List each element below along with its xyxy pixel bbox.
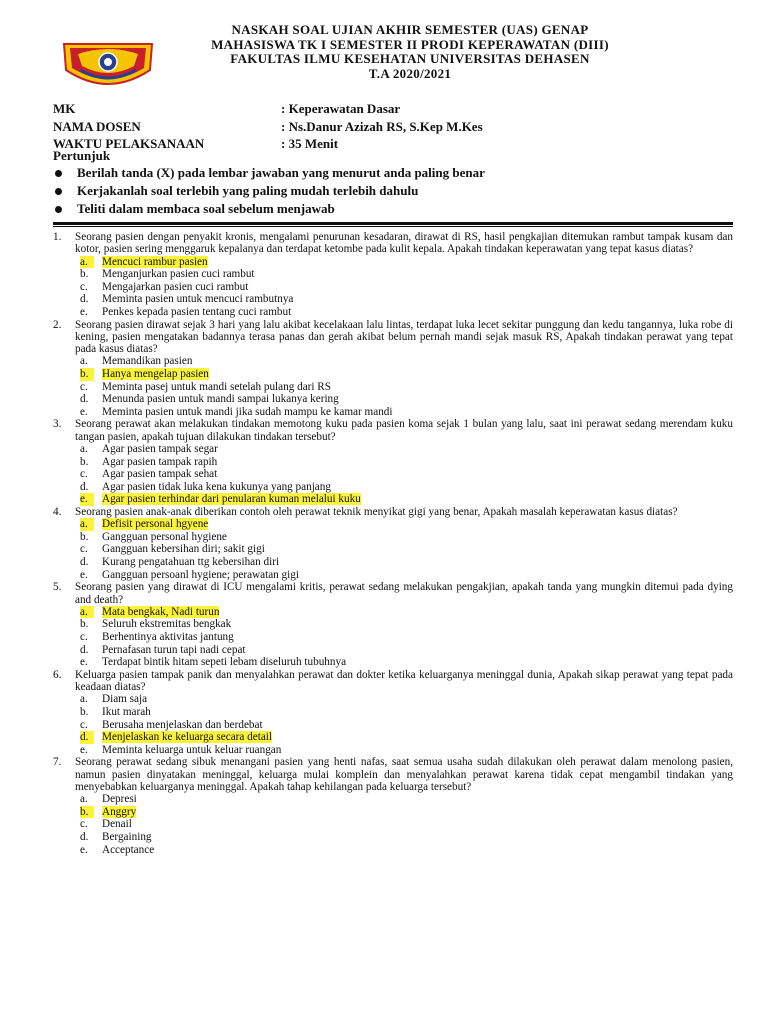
question-item xyxy=(53,669,733,757)
bullet-icon xyxy=(55,206,62,213)
option-letter: d. xyxy=(80,556,89,569)
answer-option xyxy=(53,844,733,857)
answer-option xyxy=(53,256,733,269)
question-number: 1. xyxy=(53,231,62,243)
question-item xyxy=(53,581,733,669)
meta-value: : Keperawatan Dasar xyxy=(281,101,401,116)
option-letter: d. xyxy=(80,293,89,306)
answer-option xyxy=(53,606,733,619)
option-letter: a. xyxy=(80,443,88,456)
option-text: Mata bengkak, Nadi turun xyxy=(102,605,220,618)
answer-option xyxy=(53,355,733,368)
question-text: Seorang pasien dirawat sejak 3 hari yang lalu akibat kecelakaan lalu lintas, terdapat luka lecet sekitar punggung dan kedu tangannya, luka robe di kening, pasien mengatakan badannya terasa panas dan gerah akibat belum pernah mandi sejak masuk RS, Apakah tindakan perawat yang tepat pada kasus diatas? xyxy=(75,318,733,356)
option-text: Berusaha menjelaskan dan berdebat xyxy=(102,718,263,731)
meta-value: : 35 Menit xyxy=(281,136,339,151)
question-number: 2. xyxy=(53,318,62,331)
option-letter: c. xyxy=(80,543,88,556)
answer-option xyxy=(53,381,733,394)
option-letter: e. xyxy=(80,405,88,418)
question-stem xyxy=(53,756,733,793)
answer-option xyxy=(53,793,733,806)
meta-key: NAMA DOSEN xyxy=(53,118,141,134)
option-letter: a. xyxy=(80,793,88,806)
option-text: Defisit personal hgyene xyxy=(102,518,209,531)
instruction-text: Kerjakanlah soal terlebih yang paling mudah terlebih dahulu xyxy=(77,183,419,198)
option-text: Gangguan kebersihan diri; sakit gigi xyxy=(102,543,265,556)
answer-option xyxy=(53,443,733,456)
answer-option xyxy=(53,368,733,381)
instruction-item xyxy=(53,164,733,182)
option-letter: b. xyxy=(80,268,89,281)
option-letter: e. xyxy=(80,743,88,756)
option-letter: b. xyxy=(80,455,89,468)
option-letter: c. xyxy=(80,380,88,393)
question-stem xyxy=(53,581,733,606)
option-letter: c. xyxy=(80,631,88,644)
answer-option xyxy=(53,644,733,657)
answer-option xyxy=(53,393,733,406)
question-text: Seorang pasien yang dirawat di ICU mengalami kritis, perawat sedang melakukan pengakjian, apakah tanda yang mungkin ditemui pada dying and death? xyxy=(75,581,733,606)
meta-value: : Ns.Danur Azizah RS, S.Kep M.Kes xyxy=(281,118,483,134)
option-letter: e. xyxy=(80,305,88,318)
option-text: Meminta pasej untuk mandi setelah pulang dari RS xyxy=(102,380,331,393)
option-text: Ikut marah xyxy=(102,706,151,718)
question-text: Seorang pasien dengan penyakit kronis, mengalami penurunan kesadaran, dirawat di RS, hasil pengkajian ditemukan rambut tampak kusam dan kotor, pasien sering menggaruk kepalanya dan terdapat ketombe pada kulit kepala. Apakah tindakan keperawatan yang tepat kasus diatas? xyxy=(75,231,733,256)
answer-option xyxy=(53,543,733,556)
option-letter: d. xyxy=(80,393,89,406)
option-letter: d. xyxy=(80,480,89,493)
answer-option xyxy=(53,268,733,281)
question-text: Seorang perawat sedang sibuk menangani pasien yang henti nafas, saat semua usaha sudah dilakukan oleh perawat dalam menolong pasien, namun pasien dinyatakan meninggal, keluarga mulai komplein dan menyalahkan perawat karena tidak cepat mengambil tindakan yang menyebabkan keluarganya meninggal. Apakah tahap kehilangan pada keluarga tersebut? xyxy=(75,756,733,793)
instruction-item xyxy=(53,182,733,200)
option-text: Depresi xyxy=(102,793,137,806)
option-text: Meminta keluarga untuk keluar ruangan xyxy=(102,743,282,756)
header-line: FAKULTAS ILMU KESEHATAN UNIVERSITAS DEHASEN xyxy=(230,51,590,67)
option-text: Mengajarkan pasien cuci rambut xyxy=(102,280,249,293)
option-letter: e. xyxy=(80,656,88,669)
answer-option xyxy=(53,693,733,706)
header-line: MAHASISWA TK I SEMESTER II PRODI KEPERAWATAN (DIII) xyxy=(211,36,609,52)
option-letter: a. xyxy=(80,355,88,368)
option-letter: a. xyxy=(80,256,94,269)
header-line: NASKAH SOAL UJIAN AKHIR SEMESTER (UAS) GENAP xyxy=(231,22,589,37)
option-text: Agar pasien tampak segar xyxy=(102,443,218,456)
option-text: Menganjurkan pasien cuci rambut xyxy=(102,268,255,281)
option-letter: e. xyxy=(80,568,88,581)
divider xyxy=(53,222,733,227)
question-stem xyxy=(53,669,733,694)
option-text: Pernafasan turun tapi nadi cepat xyxy=(102,643,246,656)
question-stem xyxy=(53,231,733,256)
answer-option xyxy=(53,281,733,294)
option-text: Acceptance xyxy=(102,843,155,856)
question-number: 7. xyxy=(53,756,62,769)
answer-option xyxy=(53,744,733,757)
option-letter: b. xyxy=(80,530,89,543)
option-letter: a. xyxy=(80,606,94,619)
option-letter: a. xyxy=(80,518,94,531)
meta-key: WAKTU PELAKSANAAN xyxy=(53,136,205,151)
option-letter: d. xyxy=(80,643,89,656)
option-letter: c. xyxy=(80,468,88,481)
option-letter: b. xyxy=(80,706,89,718)
question-item xyxy=(53,506,733,581)
answer-option xyxy=(53,531,733,544)
option-letter: b. xyxy=(80,368,94,381)
option-text: Agar pasien tampak rapih xyxy=(102,455,218,468)
question-number: 6. xyxy=(53,668,62,681)
question-item xyxy=(53,231,733,319)
option-letter: e. xyxy=(80,843,88,856)
answer-option xyxy=(53,618,733,631)
option-letter: c. xyxy=(80,718,88,731)
option-text: Menjelaskan ke keluarga secara detail xyxy=(102,731,273,744)
answer-option xyxy=(53,731,733,744)
question-stem xyxy=(53,319,733,356)
header-line: T.A 2020/2021 xyxy=(368,65,452,81)
option-text: Meminta pasien untuk mencuci rambutnya xyxy=(102,293,294,306)
answer-option xyxy=(53,293,733,306)
meta-key: MK xyxy=(53,101,76,116)
option-text: Mencuci rambur pasien xyxy=(102,255,208,268)
question-number: 5. xyxy=(53,581,62,594)
option-text: Gangguan persoanl hygiene; perawatan gigi xyxy=(102,568,299,581)
option-text: Diam saja xyxy=(102,693,148,706)
option-text: Denail xyxy=(102,818,132,831)
answer-option xyxy=(53,631,733,644)
question-number: 3. xyxy=(53,418,62,431)
answer-option xyxy=(53,706,733,719)
option-text: Seluruh ekstremitas bengkak xyxy=(102,618,232,631)
answer-option xyxy=(53,831,733,844)
answer-option xyxy=(53,493,733,506)
answer-option xyxy=(53,556,733,569)
instruction-text: Berilah tanda (X) pada lembar jawaban yang menurut anda paling benar xyxy=(77,165,485,180)
option-text: Berhentinya aktivitas jantung xyxy=(102,631,234,644)
question-list xyxy=(53,231,733,856)
answer-option xyxy=(53,806,733,819)
option-letter: c. xyxy=(80,818,88,831)
option-letter: d. xyxy=(80,831,89,844)
question-stem xyxy=(53,418,733,443)
option-letter: c. xyxy=(80,280,88,293)
answer-option xyxy=(53,656,733,669)
answer-option xyxy=(53,818,733,831)
option-text: Kurang pengatahuan ttg kebersihan diri xyxy=(102,556,280,569)
option-text: Penkes kepada pasien tentang cuci rambut xyxy=(102,305,292,318)
answer-option xyxy=(53,569,733,582)
question-stem xyxy=(53,506,733,518)
answer-option xyxy=(53,406,733,419)
option-letter: b. xyxy=(80,618,89,631)
bullet-icon xyxy=(55,170,62,177)
question-text: Seorang perawat akan melakukan tindakan memotong kuku pada pasien koma sejak 1 bulan yang lalu, saat ini perawat sedang merendam kuku tangan pasien, apakah tujuan dilakukan tindakan tersebut? xyxy=(75,418,733,443)
option-text: Agar pasien terhindar dari penularan kuman melalui kuku xyxy=(102,493,361,506)
instruction-item xyxy=(53,200,733,218)
option-text: Agar pasien tidak luka kena kukunya yang panjang xyxy=(102,480,331,493)
option-letter: e. xyxy=(80,493,94,506)
answer-option xyxy=(53,456,733,469)
instructions-title: Pertunjuk xyxy=(53,148,111,163)
question-item xyxy=(53,418,733,506)
question-item xyxy=(53,319,733,419)
answer-option xyxy=(53,468,733,481)
question-item xyxy=(53,756,733,856)
instructions xyxy=(53,148,733,218)
option-letter: b. xyxy=(80,806,94,819)
question-text: Keluarga pasien tampak panik dan menyalahkan perawat dan dokter ketika keluarganya meninggal dunia, Apakah sikap perawat yang tepat pada keadaan diatas? xyxy=(75,668,733,694)
option-text: Meminta pasien untuk mandi jika sudah mampu ke kamar mandi xyxy=(102,405,393,418)
exam-header xyxy=(140,23,680,81)
bullet-icon xyxy=(55,188,62,195)
option-text: Anggry xyxy=(102,805,137,818)
answer-option xyxy=(53,481,733,494)
option-letter: a. xyxy=(80,693,88,706)
answer-option xyxy=(53,719,733,732)
answer-option xyxy=(53,518,733,531)
option-text: Bergaining xyxy=(102,831,152,844)
answer-option xyxy=(53,306,733,319)
instruction-text: Teliti dalam membaca soal sebelum menjawab xyxy=(77,201,335,216)
question-text: Seorang pasien anak-anak diberikan contoh oleh perawat teknik menyikat gigi yang benar, Apakah masalah keperawatan kasus diatas? xyxy=(75,505,678,518)
option-text: Menunda pasien untuk mandi sampai lukanya kering xyxy=(102,393,339,406)
option-text: Terdapat bintik hitam sepeti lebam diseluruh tubuhnya xyxy=(102,656,347,669)
option-letter: d. xyxy=(80,731,94,744)
option-text: Hanya mengelap pasien xyxy=(102,368,209,381)
option-text: Gangguan personal hygiene xyxy=(102,530,227,543)
option-text: Agar pasien tampak sehat xyxy=(102,468,218,481)
question-number: 4. xyxy=(53,505,62,518)
option-text: Memandikan pasien xyxy=(102,355,193,368)
